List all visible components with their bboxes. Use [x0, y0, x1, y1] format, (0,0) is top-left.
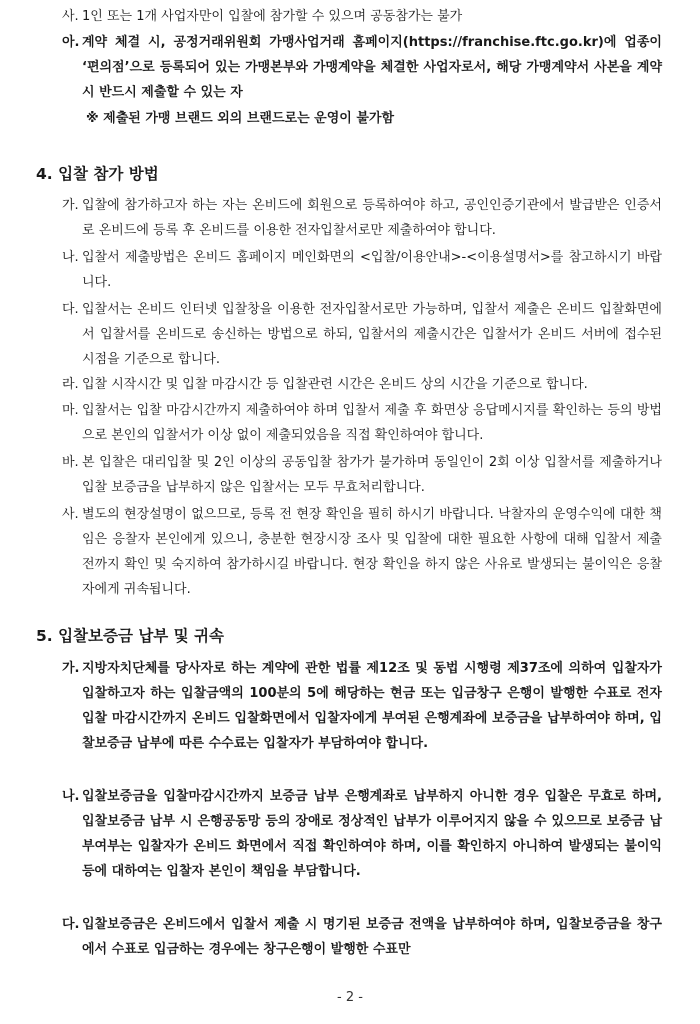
item-text: 입찰에 참가하고자 하는 자는 온비드에 회원으로 등록하여야 하고, 공인인증기관에서 발급받은 인증서로 온비드에 등록 후 온비드를 이용한 전자입찰서로만 제출하여야 합니다. — [82, 198, 662, 238]
item-marker: 아. — [62, 35, 80, 50]
item-text: 입찰서는 입찰 마감시간까지 제출하여야 하며 입찰서 제출 후 화면상 응답메시지를 확인하는 등의 방법으로 본인의 입찰서가 이상 없이 제출되었음을 직접 확인하여야 합니다. — [82, 403, 662, 443]
item-marker: 나. — [62, 789, 80, 804]
item-sa-single-bidder — [62, 4, 662, 29]
item-marker: 나. — [62, 250, 79, 265]
section-4-item-da — [62, 297, 662, 372]
section-5-item-ga — [62, 656, 662, 756]
item-marker: 바. — [62, 455, 79, 470]
section-4-item-ra — [62, 372, 662, 397]
item-text: 지방자치단체를 당사자로 하는 계약에 관한 법률 제12조 및 동법 시행령 제37조에 의하여 입찰자가 입찰하고자 하는 입찰금액의 100분의 5에 해당하는 현금 또는 입금창구 은행이 발행한 수표로 전자입찰 마감시간까지 온비드 입찰화면에서 입찰자에게 부여된 은행계좌에 보증금을 납부하여야 하며, 입찰보증금 납부에 따른 수수료는 입찰자가 부담하여야 합니다. — [82, 661, 662, 751]
item-text: 1인 또는 1개 사업자만이 입찰에 참가할 수 있으며 공동참가는 불가 — [82, 9, 463, 24]
item-text: 입찰보증금은 온비드에서 입찰서 제출 시 명기된 보증금 전액을 납부하여야 하며, 입찰보증금을 창구에서 수표로 입금하는 경우에는 창구은행이 발행한 수표만 — [82, 917, 662, 957]
brand-note: ※ 제출된 가맹 브랜드 외의 브랜드로는 운영이 불가함 — [86, 111, 395, 126]
section-5-item-da — [62, 912, 662, 962]
section-4-item-sa — [62, 502, 662, 602]
item-marker: 가. — [62, 661, 80, 676]
item-text: 본 입찰은 대리입찰 및 2인 이상의 공동입찰 참가가 불가하며 동일인이 2회 이상 입찰서를 제출하거나 입찰 보증금을 납부하지 않은 입찰서는 모두 무효처리합니다. — [82, 455, 662, 495]
item-marker: 라. — [62, 377, 79, 392]
item-text: 계약 체결 시, 공정거래위원회 가맹사업거래 홈페이지(https://franchise.ftc.go.kr)에 업종이 ‘편의점’으로 등록되어 있는 가맹본부와 가맹계약을 체결한 사업자로서, 해당 가맹계약서 사본을 계약 시 반드시 제출할 수 있는 자 — [82, 35, 662, 100]
item-text: 별도의 현장설명이 없으므로, 등록 전 현장 확인을 필히 하시기 바랍니다. 낙찰자의 운영수익에 대한 책임은 응찰자 본인에게 있으니, 충분한 현장시장 조사 및 입찰에 대한 필요한 사항에 대해 입찰서 제출 전까지 확인 및 숙지하여 참가하시길 바랍니다. 현장 확인을 하지 않은 사유로 발생되는 불이익은 응찰자에게 귀속됩니다. — [82, 507, 662, 597]
section-5-title: 5. 입찰보증금 납부 및 귀속 — [36, 627, 224, 645]
item-text: 입찰보증금을 입찰마감시간까지 보증금 납부 은행계좌로 납부하지 아니한 경우 입찰은 무효로 하며, 입찰보증금 납부 시 은행공동망 등의 장애로 정상적인 납부가 이루어지지 않을 수 있으므로 보증금 납부여부는 입찰자가 온비드 화면에서 직접 확인하여야 하며, 이를 확인하지 아니하여 발생되는 불이익 등에 대하여는 입찰자 본인이 책임을 부담합니다. — [82, 789, 662, 879]
item-marker: 다. — [62, 917, 80, 932]
item-text: 입찰서 제출방법은 온비드 홈페이지 메인화면의 <입찰/이용안내>-<이용설명서>를 참고하시기 바랍니다. — [82, 250, 662, 290]
section-4-item-ba — [62, 450, 662, 500]
page-number: - 2 - — [337, 990, 363, 1005]
item-marker: 다. — [62, 302, 79, 317]
section-5-item-na — [62, 784, 662, 884]
item-marker: 사. — [62, 9, 79, 24]
section-4-item-ga — [62, 193, 662, 243]
item-text: 입찰 시작시간 및 입찰 마감시간 등 입찰관련 시간은 온비드 상의 시간을 기준으로 합니다. — [82, 377, 588, 392]
item-marker: 사. — [62, 507, 79, 522]
section-4-title: 4. 입찰 참가 방법 — [36, 165, 159, 183]
item-a-franchise-requirement — [62, 30, 662, 105]
section-4-item-ma — [62, 398, 662, 448]
item-marker: 가. — [62, 198, 79, 213]
section-4-item-na — [62, 245, 662, 295]
item-marker: 마. — [62, 403, 79, 418]
item-text: 입찰서는 온비드 인터넷 입찰창을 이용한 전자입찰서로만 가능하며, 입찰서 제출은 온비드 입찰화면에서 입찰서를 온비드로 송신하는 방법으로 하되, 입찰서의 제출시간은 입찰서가 온비드 서버에 접수된 시점을 기준으로 합니다. — [82, 302, 662, 367]
